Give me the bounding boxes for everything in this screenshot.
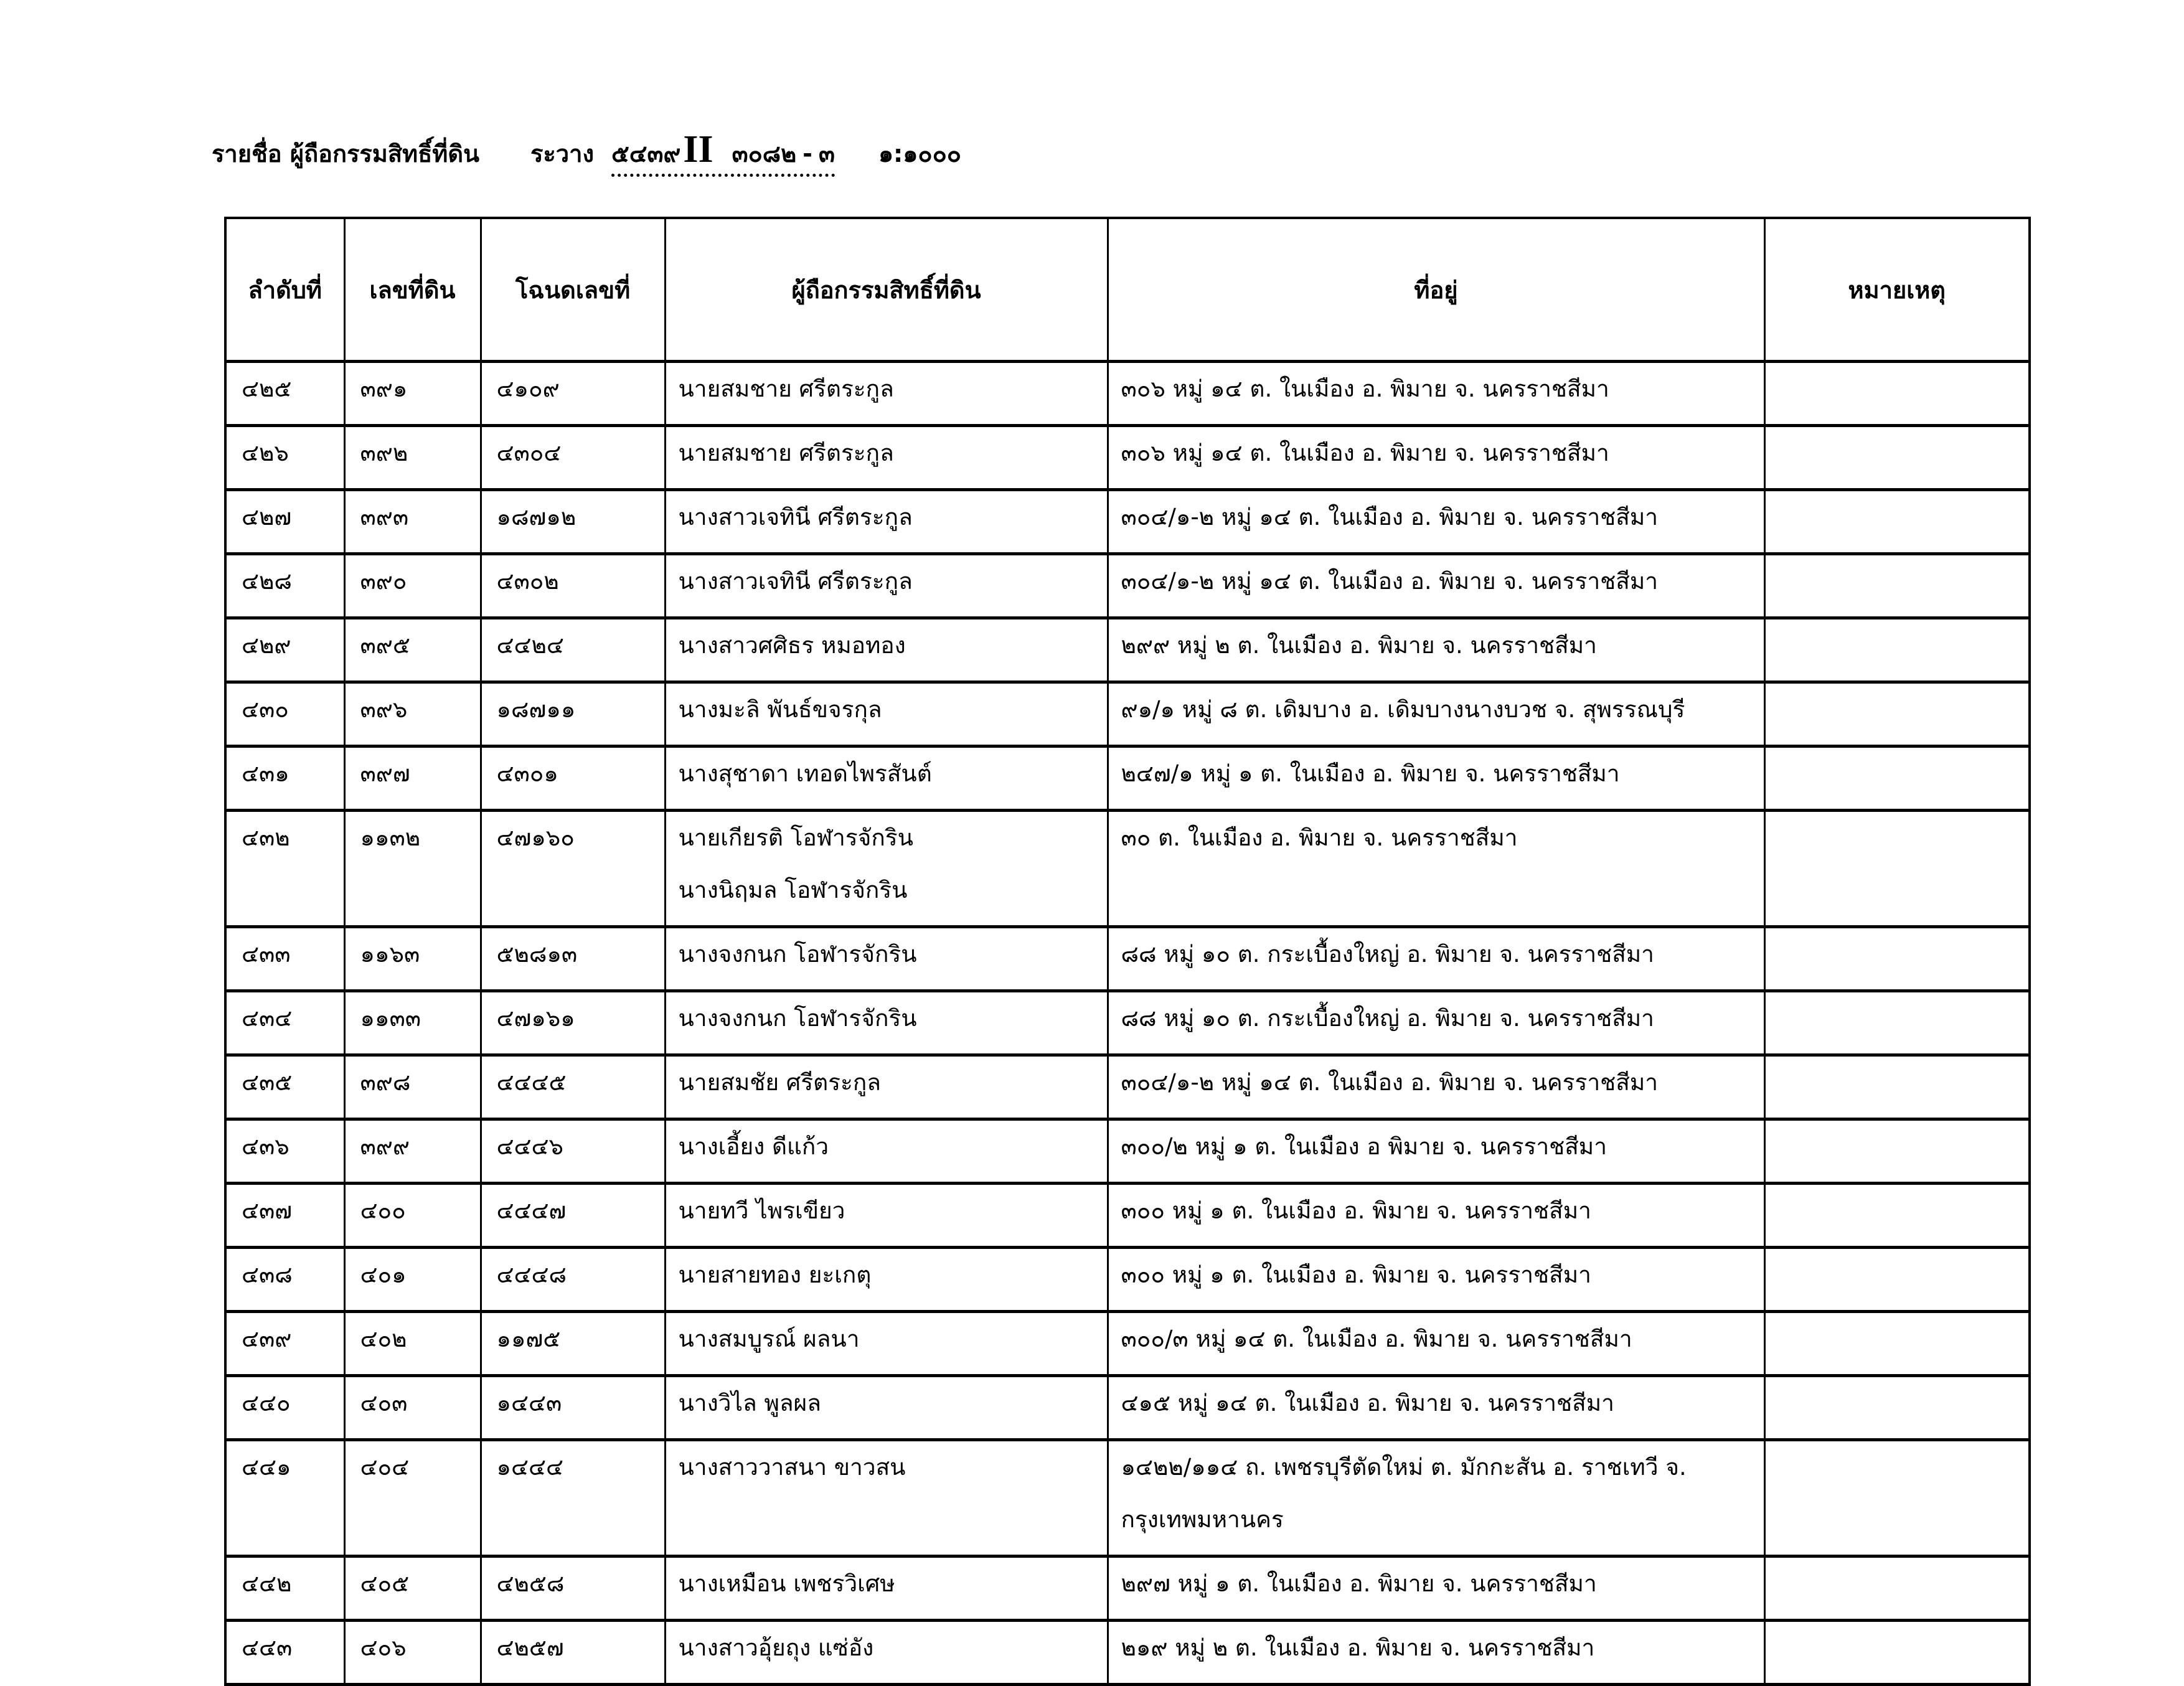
- cell-address-line: ๒๑๙ หมู่ ๒ ต. ในเมือง อ. พิมาย จ. นครราชสีมา: [1121, 1634, 1595, 1661]
- cell-owner-line: นายทวี ไพรเขียว: [678, 1197, 845, 1224]
- cell-parcel-no-text: ๑๑๓๓: [360, 1005, 421, 1032]
- cell-owner-line: นายสมชัย ศรีตระกูล: [678, 1069, 881, 1096]
- table-row: [225, 554, 2030, 618]
- cell-owner: [665, 490, 1108, 554]
- document-title: รายชื่อ ผู้ถือกรรมสิทธิ์ที่ดิน: [212, 140, 479, 167]
- cell-owner: [665, 1556, 1108, 1621]
- table-header-row: [225, 218, 2030, 362]
- cell-deed-no: [481, 1248, 665, 1312]
- cell-deed-no: [481, 1621, 665, 1685]
- header-owner: ผู้ถือกรรมสิทธิ์ที่ดิน: [665, 218, 1108, 362]
- cell-owner-line: นางสมบูรณ์ ผลนา: [678, 1326, 860, 1352]
- cell-address-line: กรุงเทพมหานคร: [1121, 1506, 1284, 1533]
- cell-owner: [665, 1376, 1108, 1440]
- cell-owner-line: นางวิไล พูลผล: [678, 1390, 821, 1416]
- cell-seq-text: ๔๓๒: [242, 824, 290, 851]
- cell-seq: [225, 927, 344, 991]
- cell-parcel-no-text: ๓๙๒: [360, 440, 408, 466]
- cell-owner: [665, 1312, 1108, 1376]
- cell-deed-no-text: ๑๔๔๔: [496, 1454, 563, 1481]
- cell-deed-no: [481, 1312, 665, 1376]
- cell-parcel-no-text: ๔๐๒: [360, 1326, 407, 1352]
- cell-deed-no-text: ๑๘๗๑๒: [496, 504, 577, 530]
- cell-seq-text: ๔๒๖: [242, 440, 289, 466]
- cell-parcel-no: [344, 554, 481, 618]
- cell-seq: [225, 1556, 344, 1621]
- cell-seq-text: ๔๒๘: [242, 568, 292, 595]
- cell-address-line: ๓๐๖ หมู่ ๑๔ ต. ในเมือง อ. พิมาย จ. นครราชสีมา: [1121, 375, 1609, 402]
- cell-address-line: ๓๐๐ หมู่ ๑ ต. ในเมือง อ. พิมาย จ. นครราชสีมา: [1121, 1261, 1591, 1288]
- cell-seq-text: ๔๓๙: [242, 1326, 292, 1352]
- cell-seq-text: ๔๓๐: [242, 696, 289, 723]
- cell-deed-no-text: ๔๔๔๘: [496, 1261, 567, 1288]
- cell-address-line: ๓๐๔/๑-๒ หมู่ ๑๔ ต. ในเมือง อ. พิมาย จ. นครราชสีมา: [1121, 504, 1658, 530]
- cell-parcel-no: [344, 811, 481, 927]
- cell-address: [1108, 426, 1764, 490]
- cell-address-line: ๘๘ หมู่ ๑๐ ต. กระเบื้องใหญ่ อ. พิมาย จ. นครราชสีมา: [1121, 941, 1654, 968]
- cell-parcel-no-text: ๔๐๕: [360, 1570, 410, 1597]
- cell-parcel-no-text: ๔๐๓: [360, 1390, 408, 1416]
- cell-owner-line: นางนิฤมล โอฬารจักริน: [678, 877, 908, 903]
- cell-parcel-no: [344, 1184, 481, 1248]
- cell-remarks: [1764, 811, 2030, 927]
- cell-deed-no: [481, 618, 665, 682]
- cell-address-line: ๓๐ ต. ในเมือง อ. พิมาย จ. นครราชสีมา: [1121, 824, 1518, 851]
- cell-seq: [225, 490, 344, 554]
- cell-deed-no-text: ๔๒๕๘: [496, 1570, 565, 1597]
- table-row: [225, 1055, 2030, 1119]
- cell-deed-no-text: ๔๓๐๔: [496, 440, 562, 466]
- sheet-roman: II: [683, 128, 713, 171]
- cell-owner-line: นายเกียรติ โอฬารจักริน: [678, 824, 913, 851]
- cell-address: [1108, 1312, 1764, 1376]
- cell-deed-no: [481, 1376, 665, 1440]
- document-title-line: [212, 128, 961, 177]
- cell-deed-no-text: ๑๔๔๓: [496, 1390, 562, 1416]
- cell-parcel-no: [344, 618, 481, 682]
- table-row: [225, 991, 2030, 1055]
- cell-address: [1108, 1621, 1764, 1685]
- cell-owner-line: นางสาวอุ้ยถุง แซ่อัง: [678, 1634, 874, 1661]
- cell-deed-no-text: ๔๗๑๖๑: [496, 1005, 575, 1032]
- cell-remarks: [1764, 1621, 2030, 1685]
- cell-deed-no: [481, 490, 665, 554]
- cell-address: [1108, 1119, 1764, 1184]
- cell-deed-no-text: ๔๓๐๒: [496, 568, 559, 595]
- cell-remarks: [1764, 991, 2030, 1055]
- header-deed-no: โฉนดเลขที่: [481, 218, 665, 362]
- cell-owner: [665, 1119, 1108, 1184]
- cell-address: [1108, 1184, 1764, 1248]
- cell-address: [1108, 1440, 1764, 1556]
- cell-address-line: ๑๔๒๒/๑๑๔ ถ. เพชรบุรีตัดใหม่ ต. มักกะสัน อ. ราชเทวี จ.: [1121, 1454, 1687, 1481]
- table-row: [225, 927, 2030, 991]
- cell-address: [1108, 1248, 1764, 1312]
- cell-address: [1108, 554, 1764, 618]
- cell-deed-no-text: ๔๔๔๗: [496, 1197, 567, 1224]
- cell-address-line: ๒๔๗/๑ หมู่ ๑ ต. ในเมือง อ. พิมาย จ. นครราชสีมา: [1121, 760, 1620, 787]
- cell-address-line: ๒๙๗ หมู่ ๑ ต. ในเมือง อ. พิมาย จ. นครราชสีมา: [1121, 1570, 1597, 1597]
- cell-owner: [665, 362, 1108, 426]
- cell-deed-no-text: ๔๔๔๕: [496, 1069, 567, 1096]
- cell-owner-line: นางสาวศศิธร หมอทอง: [678, 632, 906, 659]
- cell-parcel-no-text: ๔๐๐: [360, 1197, 406, 1224]
- cell-address-line: ๓๐๐/๒ หมู่ ๑ ต. ในเมือง อ พิมาย จ. นครราชสีมา: [1121, 1133, 1607, 1160]
- cell-deed-no: [481, 1055, 665, 1119]
- cell-seq: [225, 991, 344, 1055]
- table-row: [225, 1440, 2030, 1556]
- cell-address-line: ๓๐๐ หมู่ ๑ ต. ในเมือง อ. พิมาย จ. นครราชสีมา: [1121, 1197, 1591, 1224]
- cell-address-line: ๓๐๐/๓ หมู่ ๑๔ ต. ในเมือง อ. พิมาย จ. นครราชสีมา: [1121, 1326, 1632, 1352]
- cell-remarks: [1764, 490, 2030, 554]
- cell-owner: [665, 1055, 1108, 1119]
- cell-owner-line: นางมะลิ พันธ์ขจรกุล: [678, 696, 882, 723]
- cell-seq-text: ๔๓๓: [242, 941, 291, 968]
- cell-parcel-no: [344, 1556, 481, 1621]
- sheet-number: ๕๔๓๙: [611, 140, 681, 167]
- cell-seq: [225, 1248, 344, 1312]
- cell-parcel-no: [344, 1119, 481, 1184]
- cell-owner: [665, 927, 1108, 991]
- cell-parcel-no: [344, 1055, 481, 1119]
- cell-deed-no: [481, 1184, 665, 1248]
- cell-address: [1108, 490, 1764, 554]
- sheet-separator: -: [803, 140, 812, 167]
- cell-remarks: [1764, 1312, 2030, 1376]
- cell-deed-no: [481, 1556, 665, 1621]
- cell-parcel-no-text: ๓๙๓: [360, 504, 409, 530]
- cell-owner-line: นางจงกนก โอฬารจักริน: [678, 941, 917, 968]
- table-body: [225, 362, 2030, 1685]
- cell-seq-text: ๔๓๖: [242, 1133, 289, 1160]
- cell-seq-text: ๔๔๐: [242, 1390, 291, 1416]
- cell-parcel-no-text: ๓๙๕: [360, 632, 410, 659]
- cell-owner-line: นายสายทอง ยะเกตุ: [678, 1261, 872, 1288]
- cell-parcel-no: [344, 1621, 481, 1685]
- cell-remarks: [1764, 1184, 2030, 1248]
- table-row: [225, 1376, 2030, 1440]
- cell-address-line: ๓๐๖ หมู่ ๑๔ ต. ในเมือง อ. พิมาย จ. นครราชสีมา: [1121, 440, 1609, 466]
- cell-address: [1108, 362, 1764, 426]
- cell-address: [1108, 811, 1764, 927]
- cell-owner: [665, 1248, 1108, 1312]
- cell-seq: [225, 362, 344, 426]
- cell-address-line: ๒๙๙ หมู่ ๒ ต. ในเมือง อ. พิมาย จ. นครราชสีมา: [1121, 632, 1597, 659]
- sheet-label: ระวาง: [530, 140, 595, 167]
- cell-parcel-no: [344, 362, 481, 426]
- cell-owner: [665, 554, 1108, 618]
- cell-address: [1108, 1556, 1764, 1621]
- cell-address: [1108, 927, 1764, 991]
- cell-deed-no-text: ๑๑๗๕: [496, 1326, 561, 1352]
- cell-deed-no: [481, 682, 665, 746]
- cell-address-line: ๓๐๔/๑-๒ หมู่ ๑๔ ต. ในเมือง อ. พิมาย จ. นครราชสีมา: [1121, 568, 1658, 595]
- cell-remarks: [1764, 618, 2030, 682]
- cell-address-line: ๘๘ หมู่ ๑๐ ต. กระเบื้องใหญ่ อ. พิมาย จ. นครราชสีมา: [1121, 1005, 1654, 1032]
- cell-parcel-no-text: ๑๑๖๓: [360, 941, 420, 968]
- cell-address: [1108, 1055, 1764, 1119]
- cell-seq: [225, 746, 344, 811]
- cell-deed-no: [481, 991, 665, 1055]
- cell-owner: [665, 618, 1108, 682]
- cell-remarks: [1764, 1055, 2030, 1119]
- cell-owner: [665, 1184, 1108, 1248]
- cell-remarks: [1764, 746, 2030, 811]
- cell-deed-no-text: ๔๓๐๑: [496, 760, 558, 787]
- cell-parcel-no-text: ๓๙๙: [360, 1133, 410, 1160]
- cell-seq: [225, 1621, 344, 1685]
- cell-parcel-no: [344, 1312, 481, 1376]
- table-row: [225, 746, 2030, 811]
- cell-parcel-no: [344, 682, 481, 746]
- cell-parcel-no: [344, 1440, 481, 1556]
- header-address: ที่อยู่: [1108, 218, 1764, 362]
- cell-seq-text: ๔๒๙: [242, 632, 291, 659]
- cell-seq: [225, 1376, 344, 1440]
- cell-address-line: ๔๑๕ หมู่ ๑๔ ต. ในเมือง อ. พิมาย จ. นครราชสีมา: [1121, 1390, 1614, 1416]
- cell-owner-line: นางสุชาดา เทอดไพรสันต์: [678, 760, 932, 787]
- cell-parcel-no-text: ๓๙๖: [360, 696, 408, 723]
- cell-owner-line: นางเหมือน เพชรวิเศษ: [678, 1570, 895, 1597]
- cell-remarks: [1764, 927, 2030, 991]
- cell-seq-text: ๔๔๑: [242, 1454, 291, 1481]
- cell-parcel-no: [344, 746, 481, 811]
- cell-remarks: [1764, 1119, 2030, 1184]
- cell-owner: [665, 1621, 1108, 1685]
- cell-parcel-no: [344, 1248, 481, 1312]
- header-seq: ลำดับที่: [225, 218, 344, 362]
- cell-deed-no: [481, 746, 665, 811]
- cell-seq-text: ๔๓๗: [242, 1197, 293, 1224]
- cell-deed-no: [481, 554, 665, 618]
- cell-owner: [665, 811, 1108, 927]
- table-row: [225, 1621, 2030, 1685]
- cell-remarks: [1764, 362, 2030, 426]
- cell-deed-no: [481, 811, 665, 927]
- cell-seq-text: ๔๔๓: [242, 1634, 293, 1661]
- cell-seq-text: ๔๓๔: [242, 1005, 293, 1032]
- cell-seq: [225, 618, 344, 682]
- table-row: [225, 490, 2030, 554]
- cell-parcel-no-text: ๓๙๘: [360, 1069, 411, 1096]
- cell-address: [1108, 991, 1764, 1055]
- cell-owner-line: นางจงกนก โอฬารจักริน: [678, 1005, 917, 1032]
- cell-deed-no-text: ๔๑๐๙: [496, 375, 560, 402]
- cell-address: [1108, 682, 1764, 746]
- cell-parcel-no: [344, 426, 481, 490]
- cell-owner: [665, 746, 1108, 811]
- cell-seq: [225, 1440, 344, 1556]
- cell-parcel-no: [344, 1376, 481, 1440]
- cell-owner-line: นายสมชาย ศรีตระกูล: [678, 375, 894, 402]
- table-row: [225, 1119, 2030, 1184]
- cell-parcel-no-text: ๔๐๑: [360, 1261, 407, 1288]
- table-row: [225, 682, 2030, 746]
- table-row: [225, 1248, 2030, 1312]
- cell-address-line: ๙๑/๑ หมู่ ๘ ต. เดิมบาง อ. เดิมบางนางบวช จ. สุพรรณบุรี: [1121, 696, 1685, 723]
- table-row: [225, 1184, 2030, 1248]
- cell-parcel-no-text: ๔๐๖: [360, 1634, 407, 1661]
- sheet-reference: [611, 128, 835, 177]
- cell-deed-no: [481, 426, 665, 490]
- cell-address-line: ๓๐๔/๑-๒ หมู่ ๑๔ ต. ในเมือง อ. พิมาย จ. นครราชสีมา: [1121, 1069, 1658, 1096]
- table-row: [225, 362, 2030, 426]
- land-owners-table: [224, 217, 2031, 1686]
- cell-seq: [225, 1312, 344, 1376]
- cell-owner-line: นางสาวเจทินี ศรีตระกูล: [678, 504, 913, 530]
- cell-remarks: [1764, 1440, 2030, 1556]
- table-row: [225, 811, 2030, 927]
- cell-seq: [225, 554, 344, 618]
- cell-seq: [225, 811, 344, 927]
- cell-parcel-no-text: ๓๙๗: [360, 760, 410, 787]
- cell-parcel-no-text: ๑๑๓๒: [360, 824, 421, 851]
- cell-deed-no-text: ๔๒๕๗: [496, 1634, 564, 1661]
- header-remarks: หมายเหตุ: [1764, 218, 2030, 362]
- map-scale: ๑:๑๐๐๐: [878, 140, 961, 167]
- cell-owner: [665, 1440, 1108, 1556]
- cell-deed-no-text: ๔๔๔๖: [496, 1133, 563, 1160]
- cell-seq: [225, 682, 344, 746]
- cell-seq-text: ๔๒๗: [242, 504, 292, 530]
- cell-deed-no-text: ๔๔๒๔: [496, 632, 564, 659]
- cell-deed-no-text: ๔๗๑๖๐: [496, 824, 575, 851]
- cell-remarks: [1764, 554, 2030, 618]
- cell-parcel-no-text: ๔๐๔: [360, 1454, 410, 1481]
- cell-address: [1108, 746, 1764, 811]
- cell-parcel-no-text: ๓๙๑: [360, 375, 408, 402]
- cell-deed-no: [481, 927, 665, 991]
- cell-deed-no: [481, 362, 665, 426]
- sheet-part: ๓: [818, 140, 835, 167]
- cell-seq-text: ๔๒๕: [242, 375, 292, 402]
- cell-remarks: [1764, 426, 2030, 490]
- cell-seq: [225, 426, 344, 490]
- cell-address: [1108, 618, 1764, 682]
- cell-owner: [665, 991, 1108, 1055]
- cell-remarks: [1764, 1248, 2030, 1312]
- cell-owner-line: นางสาววาสนา ขาวสน: [678, 1454, 906, 1481]
- cell-remarks: [1764, 1376, 2030, 1440]
- sheet-sub: ๓๐๘๒: [732, 140, 797, 167]
- cell-owner: [665, 426, 1108, 490]
- cell-seq-text: ๔๓๕: [242, 1069, 293, 1096]
- cell-owner-line: นางเอี้ยง ดีแก้ว: [678, 1133, 829, 1160]
- cell-deed-no: [481, 1119, 665, 1184]
- cell-address: [1108, 1376, 1764, 1440]
- table-row: [225, 618, 2030, 682]
- cell-seq: [225, 1184, 344, 1248]
- cell-parcel-no: [344, 991, 481, 1055]
- cell-deed-no-text: ๕๒๘๑๓: [496, 941, 578, 968]
- header-parcel-no: เลขที่ดิน: [344, 218, 481, 362]
- table-row: [225, 1556, 2030, 1621]
- cell-seq-text: ๔๔๒: [242, 1570, 292, 1597]
- cell-parcel-no-text: ๓๙๐: [360, 568, 407, 595]
- cell-seq: [225, 1119, 344, 1184]
- cell-owner: [665, 682, 1108, 746]
- cell-owner-line: นางสาวเจทินี ศรีตระกูล: [678, 568, 913, 595]
- cell-seq-text: ๔๓๑: [242, 760, 289, 787]
- table-row: [225, 1312, 2030, 1376]
- cell-remarks: [1764, 682, 2030, 746]
- cell-deed-no-text: ๑๘๗๑๑: [496, 696, 576, 723]
- cell-seq-text: ๔๓๘: [242, 1261, 293, 1288]
- cell-parcel-no: [344, 490, 481, 554]
- cell-deed-no: [481, 1440, 665, 1556]
- cell-remarks: [1764, 1556, 2030, 1621]
- cell-seq: [225, 1055, 344, 1119]
- cell-parcel-no: [344, 927, 481, 991]
- cell-owner-line: นายสมชาย ศรีตระกูล: [678, 440, 894, 466]
- table-row: [225, 426, 2030, 490]
